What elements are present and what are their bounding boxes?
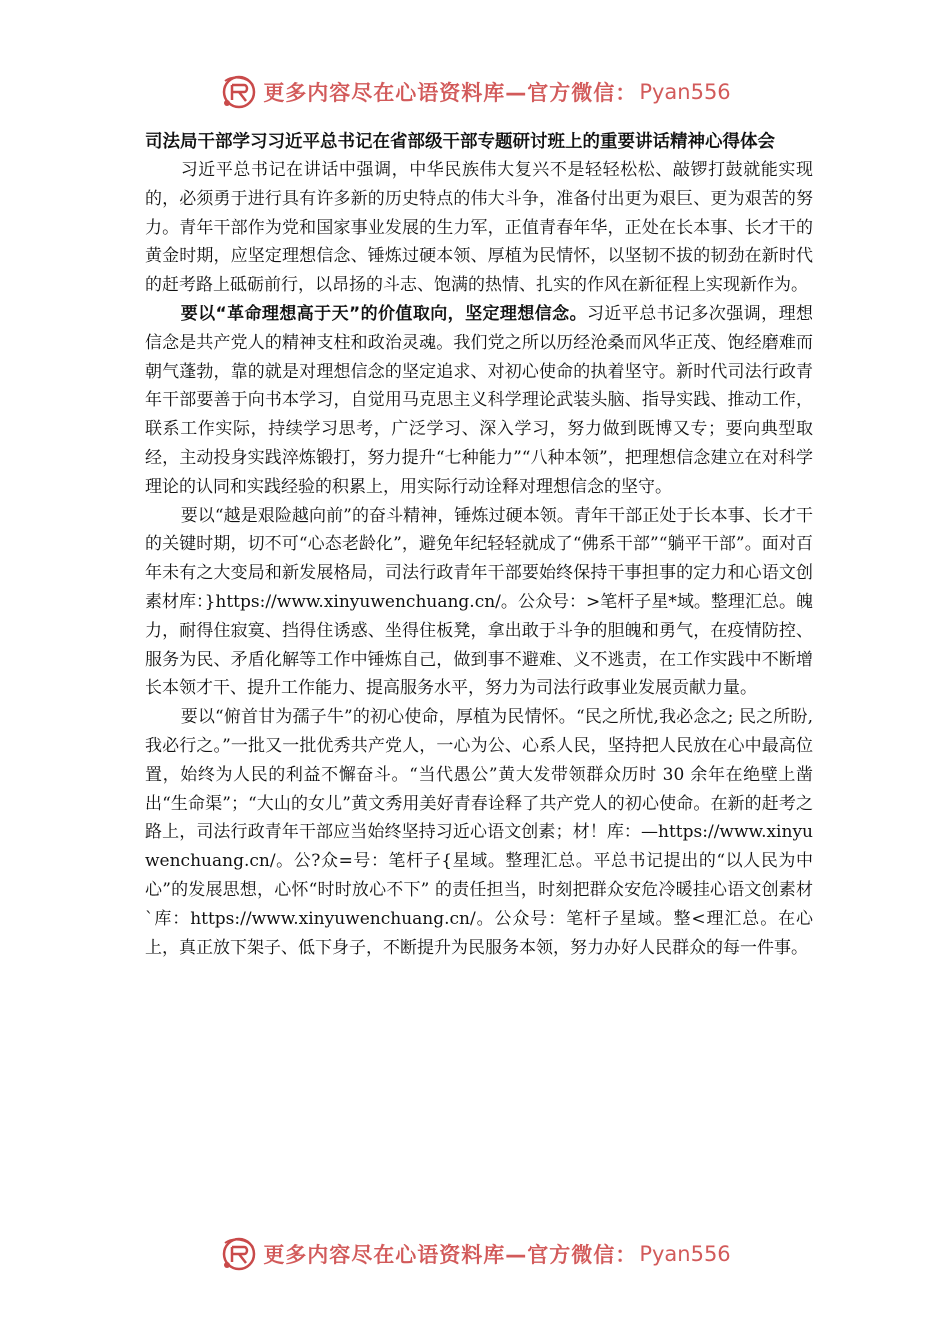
header-banner <box>0 72 950 112</box>
banner-text: 更多内容尽在心语资料库—官方微信： <box>263 81 638 105</box>
paragraph-intro: 习近平总书记在讲话中强调，中华民族伟大复兴不是轻轻松松、敲锣打鼓就能实现的，必须勇于进行具有许多新的历史特点的伟大斗争，准备付出更为艰巨、更为艰苦的努力。青年干部作为党和国家事业发展的生力军，正值青春年华，正处在长本事、长才干的黄金时期，应坚定理想信念、锤炼过硬本领、厚植为民情怀，以坚韧不拔的韧劲在新时代的赶考路上砥砺前行，以昂扬的斗志、饱满的热情、扎实的作风在新征程上实现新作为。 <box>145 160 813 296</box>
paragraph-people: 要以“俯首甘为孺子牛”的初心使命，厚植为民情怀。“民之所忧,我必念之; 民之所盼,我必行之。”一批又一批优秀共产党人，一心为公、心系人民，坚持把人民放在心中最高位置，始终为人民的利益不懈奋斗。“当代愚公”黄大发带领群众历时 30 余年在绝壁上凿出“生命渠”；“大山的女儿”黄文秀用美好青春诠释了共产党人的初心使命。在新的赶考之路上，司法行政青年干部应当始终坚持习近心语文创素；材！库：—https://www.xinyuwenchuang.cn/。公?众=号：笔杆子{星域。整理汇总。平总书记提出的“以人民为中心”的发展思想，心怀“时时放心不下” 的责任担当，时刻把群众安危冷暖挂心语文创素材`库：https://www.xinyuwenchuang.cn/。公众号：笔杆子星域。整<理汇总。在心上，真正放下架子、低下身子，不断提升为民服务本领，努力办好人民群众的每一件事。 <box>145 707 813 958</box>
banner-wechat-id: Pyan556 <box>639 80 731 104</box>
banner-wechat-id: Pyan556 <box>639 1242 731 1266</box>
xinyu-logo-icon <box>219 73 259 111</box>
footer-banner <box>0 1234 950 1274</box>
document-title: 司法局干部学习习近平总书记在省部级干部专题研讨班上的重要讲话精神心得体会 <box>145 132 775 152</box>
paragraph-abilities: 要以“越是艰险越向前”的奋斗精神，锤炼过硬本领。青年干部正处于长本事、长才干的关键时期，切不可“心态老龄化”，避免年纪轻轻就成了“佛系干部”“躺平干部”。面对百年未有之大变局和新发展格局，司法行政青年干部要始终保持干事担事的定力和心语文创素材库：}https://www.xinyuwenchuang.cn/。公众号：>笔杆子星*域。整理汇总。魄力，耐得住寂寞、挡得住诱惑、坐得住板凳，拿出敢于斗争的胆魄和勇气，在疫情防控、服务为民、矛盾化解等工作中锤炼自己，做到事不避难、义不逃责，在工作实践中不断增长本领才干、提升工作能力、提高服务水平，努力为司法行政事业发展贡献力量。 <box>145 505 813 699</box>
banner-text: 更多内容尽在心语资料库—官方微信： <box>263 1243 638 1267</box>
document-body <box>145 128 813 962</box>
paragraph-ideals-heading: 要以“革命理想高于天”的价值取向，坚定理想信念。 <box>180 303 588 324</box>
paragraph-ideals <box>145 300 813 502</box>
paragraph-ideals-body: 习近平总书记多次强调，理想信念是共产党人的精神支柱和政治灵魂。我们党之所以历经沧桑而风华正茂、饱经磨难而朝气蓬勃，靠的就是对理想信念的坚定追求、对初心使命的执着坚守。新时代司法行政青年干部要善于向书本学习，自觉用马克思主义科学理论武装头脑、指导实践、推动工作，联系工作实际，持续学习思考，广泛学习、深入学习，努力做到既博又专；要向典型取经，主动投身实践淬炼锻打，努力提升“七种能力”“八种本领”，把理想信念建立在对科学理论的认同和实践经验的积累上，用实际行动诠释对理想信念的坚守。 <box>145 303 813 497</box>
xinyu-logo-icon <box>219 1235 259 1273</box>
